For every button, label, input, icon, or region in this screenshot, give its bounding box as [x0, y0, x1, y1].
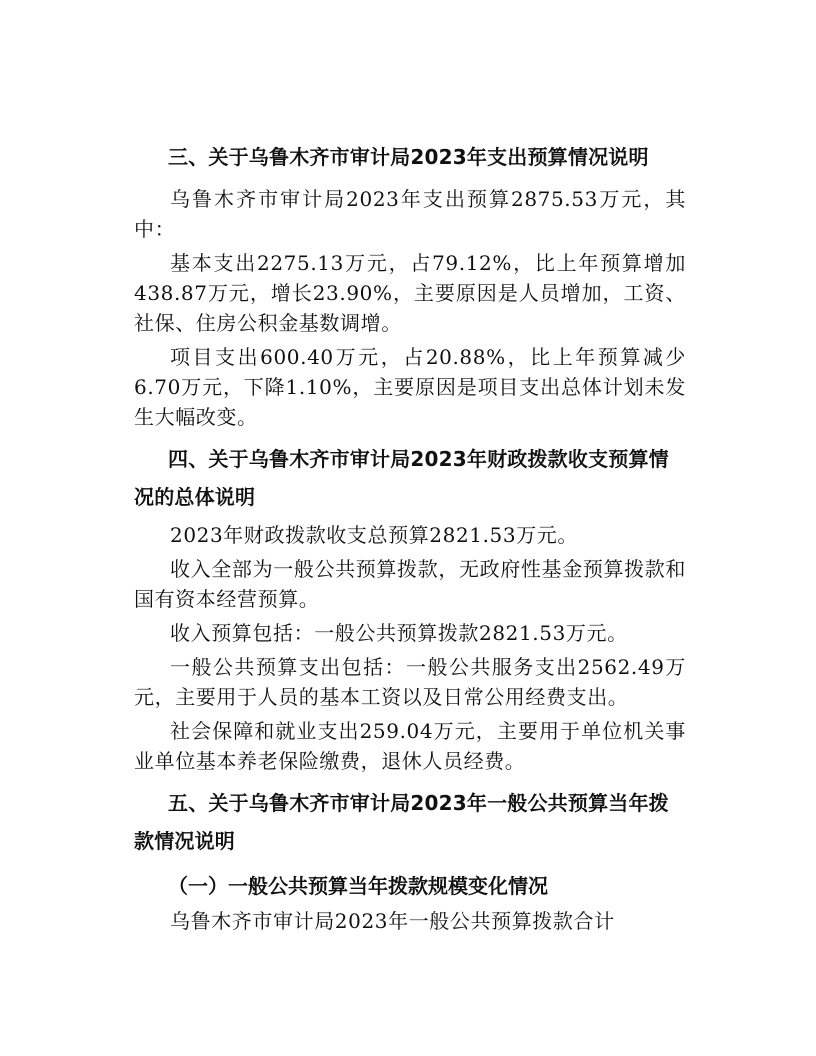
section-4-paragraph-2: 收入全部为一般公共预算拨款，无政府性基金预算拨款和国有资本经营预算。: [134, 557, 686, 611]
section-5-heading: 五、关于乌鲁木齐市审计局2023年一般公共预算当年拨款情况说明: [134, 791, 669, 853]
section-3-paragraph-3: 项目支出600.40万元，占20.88%，比上年预算减少6.70万元，下降1.10%，主要原因是项目支出总体计划未发生大幅改变。: [134, 345, 686, 429]
document-body: [134, 138, 686, 936]
section-3-paragraph-1: 乌鲁木齐市审计局2023年支出预算2875.53万元，其中：: [134, 187, 686, 241]
section-5-paragraph-1: 乌鲁木齐市审计局2023年一般公共预算拨款合计: [170, 909, 615, 933]
section-4-paragraph-1: 2023年财政拨款收支总预算2821.53万元。: [170, 523, 579, 547]
section-4-paragraph-5: 社会保障和就业支出259.04万元，主要用于单位机关事业单位基本养老保险缴费，退休人员经费。: [134, 719, 686, 773]
section-4-paragraph-4: 一般公共预算支出包括：一般公共服务支出2562.49万元，主要用于人员的基本工资以及日常公用经费支出。: [134, 655, 686, 709]
section-3-paragraph-2: 基本支出2275.13万元，占79.12%，比上年预算增加438.87万元，增长23.90%，主要原因是人员增加，工资、社保、住房公积金基数调增。: [134, 251, 686, 335]
section-4-paragraph-3: 收入预算包括：一般公共预算拨款2821.53万元。: [170, 621, 628, 645]
section-4-heading: 四、关于乌鲁木齐市审计局2023年财政拨款收支预算情况的总体说明: [134, 447, 669, 509]
section-5-subheading: （一）一般公共预算当年拨款规模变化情况: [168, 874, 548, 898]
section-3-heading: 三、关于乌鲁木齐市审计局2023年支出预算情况说明: [168, 145, 649, 169]
